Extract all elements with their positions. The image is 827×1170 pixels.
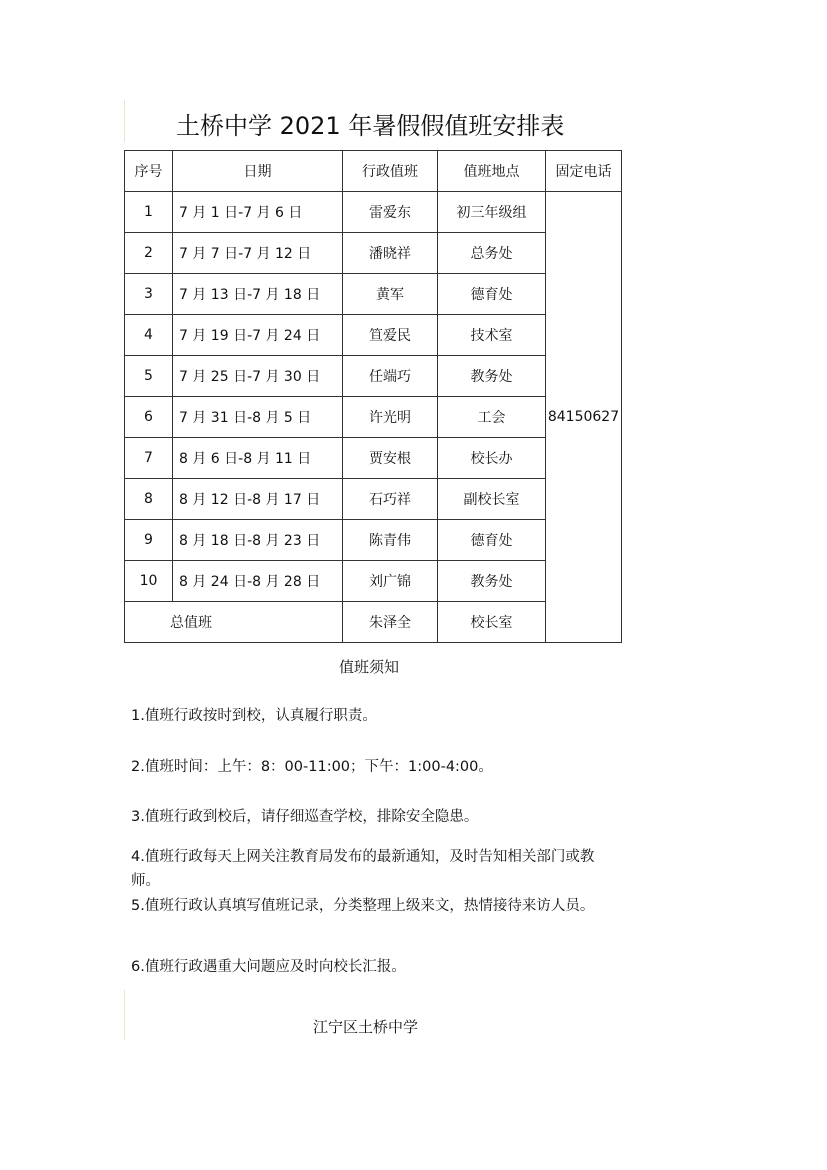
row-staff: 刘广锦: [343, 561, 438, 602]
row-no: 8: [125, 479, 173, 520]
notice-title: 值班须知: [339, 658, 400, 676]
row-date: 7 月 7 日-7 月 12 日: [173, 233, 343, 274]
notice-item: 4.值班行政每天上网关注教育局发布的最新通知，及时告知相关部门或教师。: [131, 849, 595, 889]
footer-school-name: 江宁区土桥中学: [313, 1018, 419, 1036]
edge-mark-bottom: [124, 990, 125, 1040]
row-place: 教务处: [438, 356, 546, 397]
row-place: 教务处: [438, 561, 546, 602]
header-phone: 固定电话: [546, 151, 622, 192]
notice-item: 6.值班行政遇重大问题应及时向校长汇报。: [131, 959, 406, 975]
row-no: 5: [125, 356, 173, 397]
row-no: 2: [125, 233, 173, 274]
row-no: 4: [125, 315, 173, 356]
row-date: 7 月 13 日-7 月 18 日: [173, 274, 343, 315]
edge-mark-top: [124, 100, 125, 142]
row-staff: 许光明: [343, 397, 438, 438]
row-place: 德育处: [438, 274, 546, 315]
notice-item: 3.值班行政到校后，请仔细巡查学校，排除安全隐患。: [131, 809, 479, 825]
duty-schedule-table: [124, 150, 622, 643]
row-staff: 雷爱东: [343, 192, 438, 233]
row-no: 1: [125, 192, 173, 233]
row-place: 总务处: [438, 233, 546, 274]
notice-item: 1.值班行政按时到校，认真履行职责。: [131, 708, 377, 724]
row-staff: 黄军: [343, 274, 438, 315]
row-place: 德育处: [438, 520, 546, 561]
row-place: 初三年级组: [438, 192, 546, 233]
row-staff: 任端巧: [343, 356, 438, 397]
header-no: 序号: [125, 151, 173, 192]
row-date: 8 月 24 日-8 月 28 日: [173, 561, 343, 602]
page-title: 土桥中学 2021 年暑假假值班安排表: [176, 112, 565, 140]
row-date: 8 月 18 日-8 月 23 日: [173, 520, 343, 561]
header-staff: 行政值班: [343, 151, 438, 192]
row-staff: 贾安根: [343, 438, 438, 479]
row-no: 3: [125, 274, 173, 315]
row-date: 7 月 25 日-7 月 30 日: [173, 356, 343, 397]
notice-item: 5.值班行政认真填写值班记录，分类整理上级来文，热情接待来访人员。: [131, 898, 595, 914]
table-header-row: [125, 151, 622, 192]
row-date: 8 月 6 日-8 月 11 日: [173, 438, 343, 479]
row-place: 技术室: [438, 315, 546, 356]
row-date: 7 月 31 日-8 月 5 日: [173, 397, 343, 438]
row-place: 副校长室: [438, 479, 546, 520]
row-place: 工会: [438, 397, 546, 438]
row-date: 7 月 1 日-7 月 6 日: [173, 192, 343, 233]
header-place: 值班地点: [438, 151, 546, 192]
row-no: 10: [125, 561, 173, 602]
total-duty-label: 总值班: [125, 602, 343, 643]
row-staff: 陈青伟: [343, 520, 438, 561]
phone-number: 84150627: [546, 192, 622, 643]
header-date: 日期: [173, 151, 343, 192]
row-date: 8 月 12 日-8 月 17 日: [173, 479, 343, 520]
row-staff: 潘晓祥: [343, 233, 438, 274]
row-date: 7 月 19 日-7 月 24 日: [173, 315, 343, 356]
row-staff: 石巧祥: [343, 479, 438, 520]
notice-item: 2.值班时间：上午：8：00-11:00；下午：1:00-4:00。: [131, 759, 493, 775]
duty-table-body: [125, 151, 622, 643]
table-row: [125, 192, 622, 233]
row-staff: 笪爱民: [343, 315, 438, 356]
row-no: 7: [125, 438, 173, 479]
total-duty-staff: 朱泽全: [343, 602, 438, 643]
row-place: 校长办: [438, 438, 546, 479]
total-duty-place: 校长室: [438, 602, 546, 643]
row-no: 6: [125, 397, 173, 438]
row-no: 9: [125, 520, 173, 561]
